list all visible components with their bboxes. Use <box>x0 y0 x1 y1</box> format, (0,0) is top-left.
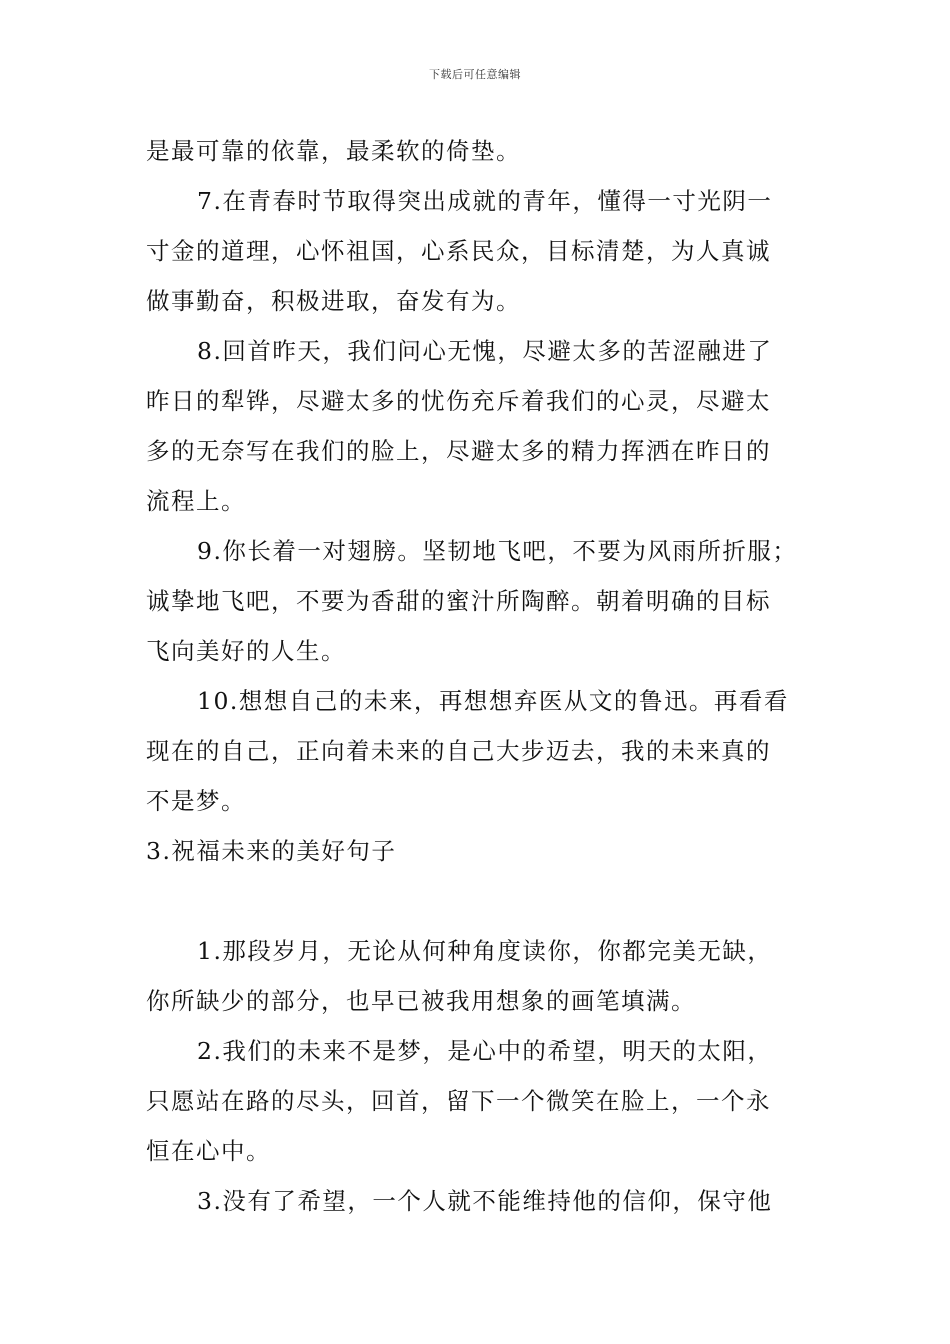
text-line: 恒在心中。 <box>146 1137 271 1165</box>
text-line: 诚挚地飞吧，不要为香甜的蜜汁所陶醉。朝着明确的目标 <box>146 587 771 615</box>
text-line: 做事勤奋，积极进取，奋发有为。 <box>146 287 521 315</box>
paragraph-line: 1.那段岁月，无论从何种角度读你，你都完美无缺， <box>197 937 773 965</box>
document-body <box>146 126 811 1226</box>
page-header: 下载后可任意编辑 <box>429 68 521 81</box>
text-line: 流程上。 <box>146 487 246 515</box>
text-line: 现在的自己，正向着未来的自己大步迈去，我的未来真的 <box>146 737 771 765</box>
paragraph-line: 9.你长着一对翅膀。坚韧地飞吧，不要为风雨所折服； <box>197 537 798 565</box>
text-line: 昨日的犁铧，尽避太多的忧伤充斥着我们的心灵，尽避太 <box>146 387 771 415</box>
text-line: 是最可靠的依靠，最柔软的倚垫。 <box>146 137 521 165</box>
paragraph-line: 8.回首昨天，我们问心无愧，尽避太多的苦涩融进了 <box>197 337 773 365</box>
paragraph-line: 10.想想自己的未来，再想想弃医从文的鲁迅。再看看 <box>197 687 789 715</box>
text-line: 寸金的道理，心怀祖国，心系民众，目标清楚，为人真诚 <box>146 237 771 265</box>
section-heading: 3.祝福未来的美好句子 <box>146 837 397 865</box>
text-line: 不是梦。 <box>146 787 246 815</box>
text-line: 只愿站在路的尽头，回首，留下一个微笑在脸上，一个永 <box>146 1087 771 1115</box>
paragraph-line: 2.我们的未来不是梦，是心中的希望，明天的太阳， <box>197 1037 773 1065</box>
paragraph-line: 7.在青春时节取得突出成就的青年，懂得一寸光阴一 <box>197 187 773 215</box>
paragraph-line: 3.没有了希望，一个人就不能维持他的信仰，保守他 <box>197 1187 773 1215</box>
text-line: 飞向美好的人生。 <box>146 637 346 665</box>
text-line: 多的无奈写在我们的脸上，尽避太多的精力挥洒在昨日的 <box>146 437 771 465</box>
blank-line <box>146 876 811 926</box>
text-line: 你所缺少的部分，也早已被我用想象的画笔填满。 <box>146 987 696 1015</box>
